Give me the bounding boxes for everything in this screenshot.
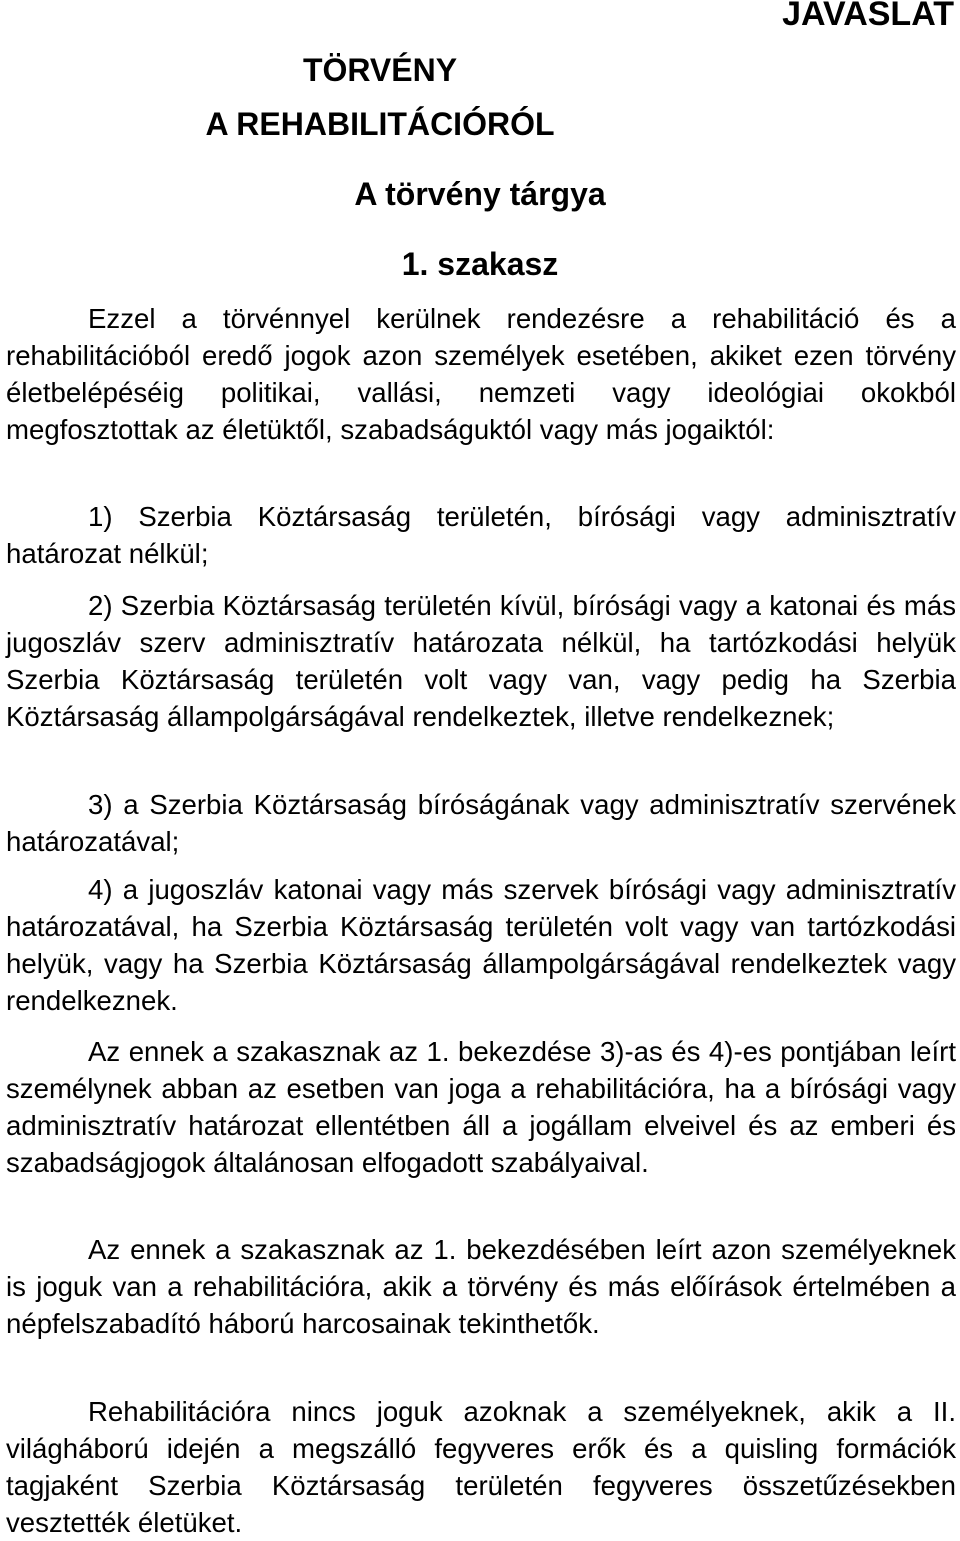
paragraph-point-3: 3) a Szerbia Köztársaság bíróságának vagy adminisztratív szervének határozatával;	[6, 789, 956, 857]
law-subtitle: A REHABILITÁCIÓRÓL	[205, 106, 555, 142]
paragraph-clause-4: Rehabilitációra nincs joguk azoknak a személyeknek, akik a II. világháború idején a megszálló fegyveres erők és a quisling formációk tagjaként Szerbia Köztársaság területén fegyveres összetűzésekben vesztették életüket.	[6, 1396, 956, 1538]
paragraph-clause-2: Az ennek a szakasznak az 1. bekezdése 3)-as és 4)-es pontjában leírt személynek abban az esetben van joga a rehabilitációra, ha a bírósági vagy adminisztratív határozat ellentétben áll a jogállam elveivel és az emberi és szabadságjogok általánosan elfogadott szabályaival.	[6, 1036, 956, 1178]
paragraph-point-4: 4) a jugoszláv katonai vagy más szervek bírósági vagy adminisztratív határozatával, ha Szerbia Köztársaság területén volt vagy van tartózkodási helyük, vagy ha Szerbia Köztársaság állampolgárságával rendelkeztek vagy rendelkeznek.	[6, 874, 956, 1016]
paragraph-point-1: 1) Szerbia Köztársaság területén, bírósági vagy adminisztratív határozat nélkül;	[6, 501, 956, 569]
draft-label: JAVASLAT	[782, 0, 954, 33]
section-heading: A törvény tárgya	[354, 176, 606, 212]
paragraph-point-2: 2) Szerbia Köztársaság területén kívül, bírósági vagy a katonai és más jugoszláv szerv adminisztratív határozata nélkül, ha tartózkodási helyük Szerbia Köztársaság területén volt vagy van, vagy pedig ha Szerbia Köztársaság állampolgárságával rendelkeztek, illetve rendelkeznek;	[6, 590, 956, 732]
paragraph-clause-3: Az ennek a szakasznak az 1. bekezdésében leírt azon személyeknek is joguk van a rehabilitációra, akik a törvény és más előírások értelmében a népfelszabadító háború harcosainak tekinthetők.	[6, 1234, 956, 1339]
law-title: TÖRVÉNY	[302, 52, 458, 88]
article-number: 1. szakasz	[401, 246, 559, 282]
paragraph-intro: Ezzel a törvénnyel kerülnek rendezésre a rehabilitáció és a rehabilitációból eredő jogok azon személyek esetében, akiket ezen törvény életbelépéséig politikai, vallási, nemzeti vagy ideológiai okokból megfosztottak az életüktől, szabadságuktól vagy más jogaiktól:	[6, 303, 956, 445]
